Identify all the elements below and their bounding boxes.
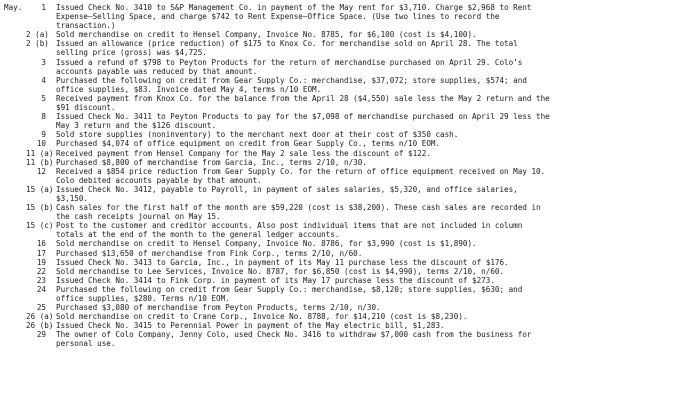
description-line: Received payment from Hensel Company for the May 2 sale less the discount of $122. — [56, 148, 431, 158]
transaction-entry — [4, 249, 694, 258]
description-line: Sold merchandise to Lee Services, Invoice No. 8787, for $6,850 (cost is $4,990), terms 2/10, n/60. — [56, 266, 505, 276]
month-spacer — [4, 249, 26, 258]
month-spacer — [4, 267, 26, 276]
description-line: Issued Check No. 3410 to S&P Management Co. in payment of the May rent for $3,710. Charge $2,968 to Rent — [56, 3, 532, 12]
transaction-entry — [4, 158, 694, 167]
transaction-description — [56, 203, 694, 221]
transaction-entry — [4, 303, 694, 312]
transaction-description — [56, 76, 694, 94]
month-spacer — [4, 58, 26, 76]
description-line: Issued an allowance (price reduction) of $175 to Knox Co. for merchandise sold on April 28. The total — [56, 39, 518, 49]
transaction-description — [56, 303, 694, 312]
transaction-description — [56, 276, 694, 285]
transaction-entry — [4, 139, 694, 148]
description-line: Purchased $13,650 of merchandise from Fink Corp., terms 2/10, n/60. — [56, 248, 363, 258]
transaction-date: 11 (a) — [26, 148, 54, 158]
description-line: Received payment from Knox Co. for the balance from the April 28 ($4,550) sale less the May 2 return and the — [56, 93, 550, 103]
description-line: Issued a refund of $798 to Peyton Products for the return of merchandise purchased on April 29. Colo’s — [56, 57, 523, 67]
transaction-entry — [4, 76, 694, 94]
transaction-date: 15 (b) — [26, 203, 54, 213]
transaction-description — [56, 321, 694, 330]
description-line: Cash sales for the first half of the month are $59,220 (cost is $38,200). These cash sales are recorded in — [56, 203, 541, 213]
description-line: selling price (gross) was $4,725. — [56, 48, 207, 58]
description-line: $3,150. — [56, 193, 89, 203]
transaction-entry — [4, 321, 694, 330]
month-spacer — [4, 258, 26, 267]
transaction-description — [56, 167, 694, 185]
description-line: May 3 return and the $126 discount. — [56, 121, 217, 131]
transaction-description — [56, 249, 694, 258]
transaction-date: 11 (b) — [26, 157, 54, 167]
transaction-entry — [4, 30, 694, 39]
month-spacer — [4, 149, 26, 158]
transaction-description — [56, 139, 694, 148]
transaction-date: 22 — [36, 266, 46, 276]
description-line: accounts payable was reduced by that amount. — [56, 66, 258, 76]
transaction-date: 3 — [41, 57, 46, 67]
description-line: personal use. — [56, 339, 116, 349]
transaction-entry — [4, 58, 694, 76]
transaction-entry — [4, 185, 694, 203]
transaction-date: 2 (a) — [26, 30, 49, 40]
month-spacer — [4, 221, 26, 239]
transaction-date: 12 — [36, 166, 46, 176]
transaction-description — [56, 112, 694, 130]
transaction-description — [56, 39, 694, 57]
description-line: The owner of Colo Company, Jenny Colo, used Check No. 3416 to withdraw $7,000 cash from the business for — [56, 330, 532, 340]
description-line: Sold merchandise on credit to Hensel Company, Invoice No. 8785, for $6,100 (cost is $4,100). — [56, 30, 477, 40]
transaction-date: 15 (a) — [26, 184, 54, 194]
month-spacer — [4, 276, 26, 285]
description-line: Sold merchandise on credit to Hensel Company, Invoice No. 8786, for $3,990 (cost is $1,890). — [56, 239, 477, 249]
transaction-description — [56, 3, 694, 30]
description-line: Colo debited accounts payable by that amount. — [56, 175, 262, 185]
transaction-entry — [4, 285, 694, 303]
transaction-entry — [4, 167, 694, 185]
month-spacer — [4, 30, 26, 39]
transaction-entry — [4, 221, 694, 239]
month-spacer — [4, 203, 26, 221]
transaction-description — [56, 285, 694, 303]
transaction-date: 9 — [41, 130, 46, 140]
transaction-description — [56, 94, 694, 112]
month-spacer — [4, 312, 26, 321]
description-line: Purchased $4,074 of office equipment on credit from Gear Supply Co., terms n/10 EOM. — [56, 139, 441, 149]
month-spacer — [4, 239, 26, 248]
description-line: office supplies, $280. Terms n/10 EOM. — [56, 294, 230, 303]
transaction-description — [56, 58, 694, 76]
description-line: totals at the end of the month to the general ledger accounts. — [56, 230, 340, 240]
transaction-entry — [4, 258, 694, 267]
transaction-description — [56, 312, 694, 321]
description-line: the cash receipts journal on May 15. — [56, 212, 221, 222]
transaction-entry — [4, 239, 694, 248]
month-spacer — [4, 167, 26, 185]
month-spacer — [4, 158, 26, 167]
description-line: Issued Check No. 3415 to Perennial Power in payment of the May electric bill, $1,283. — [56, 321, 445, 331]
transaction-date: 5 — [41, 93, 46, 103]
transaction-entry — [4, 203, 694, 221]
description-line: Purchased $3,080 of merchandise from Peyton Products, terms 2/10, n/30. — [56, 303, 381, 313]
month-label: May. — [4, 3, 23, 12]
month-spacer — [4, 303, 26, 312]
description-line: Issued Check No. 3411 to Peyton Products to pay for the $7,098 of merchandise purchased on April 29 less the — [56, 112, 550, 122]
transaction-date: 19 — [36, 257, 46, 267]
transaction-description — [56, 149, 694, 158]
transaction-entry — [4, 267, 694, 276]
description-line: Post to the customer and creditor accounts. Also post individual items that are not included in column — [56, 221, 523, 231]
description-line: office supplies, $83. Invoice dated May 4, terms n/10 EOM. — [56, 84, 322, 94]
transaction-date: 8 — [41, 112, 46, 122]
transaction-entry — [4, 94, 694, 112]
transaction-description — [56, 267, 694, 276]
transaction-description — [56, 221, 694, 239]
transaction-entry — [4, 276, 694, 285]
transaction-date: 4 — [41, 75, 46, 85]
transaction-date: 15 (c) — [26, 221, 54, 231]
transaction-entry — [4, 149, 694, 158]
description-line: Purchased the following on credit from Gear Supply Co.: merchandise, $37,072; store supplies, $574; and — [56, 75, 527, 85]
transaction-date: 23 — [36, 275, 46, 285]
month-spacer — [4, 185, 26, 203]
transaction-date: 26 (b) — [26, 321, 54, 331]
month-spacer — [4, 39, 26, 57]
transaction-entry — [4, 3, 694, 30]
description-line: transaction.) — [56, 21, 116, 31]
transaction-description — [56, 185, 694, 203]
description-line: Purchased $8,800 of merchandise from Garcia, Inc., terms 2/10, n/30. — [56, 157, 367, 167]
description-line: Received a $854 price reduction from Gear Supply Co. for the return of office equipment received on May 10. — [56, 166, 546, 176]
month-spacer — [4, 285, 26, 303]
transaction-date: 29 — [36, 330, 46, 340]
description-line: Expense–Selling Space, and charge $742 to Rent Expense–Office Space. (Use two lines to record the — [56, 12, 500, 22]
description-line: Sold store supplies (noninventory) to the merchant next door at their cost of $350 cash. — [56, 130, 459, 140]
description-line: $91 discount. — [56, 103, 116, 113]
month-spacer — [4, 321, 26, 330]
month-spacer — [4, 330, 26, 348]
transaction-date: 17 — [36, 248, 46, 258]
transaction-entry — [4, 330, 694, 348]
month-spacer — [4, 130, 26, 139]
description-line: Issued Check No. 3414 to Fink Corp. in payment of its May 17 purchase less the discount of $273. — [56, 275, 495, 285]
transaction-description — [56, 130, 694, 139]
description-line: Sold merchandise on credit to Crane Corp., Invoice No. 8788, for $14,210 (cost is $8,230). — [56, 312, 468, 322]
month-spacer — [4, 139, 26, 148]
transaction-description — [56, 258, 694, 267]
transaction-entry — [4, 312, 694, 321]
transaction-date: 1 — [41, 3, 46, 12]
month-spacer — [4, 94, 26, 112]
transaction-date: 24 — [36, 284, 46, 294]
transaction-description — [56, 239, 694, 248]
transaction-date: 16 — [36, 239, 46, 249]
transaction-entry — [4, 130, 694, 139]
transaction-date: 26 (a) — [26, 312, 54, 322]
transaction-entry — [4, 39, 694, 57]
description-line: Issued Check No. 3412, payable to Payroll, in payment of sales salaries, $5,320, and office salaries, — [56, 184, 518, 194]
month-spacer — [4, 112, 26, 130]
transaction-date: 25 — [36, 303, 46, 313]
description-line: Purchased the following on credit from Gear Supply Co.: merchandise, $8,120; store supplies, $630; and — [56, 284, 523, 294]
transaction-date: 2 (b) — [26, 39, 49, 49]
transaction-description — [56, 330, 694, 348]
transaction-date: 10 — [36, 139, 46, 149]
transaction-description — [56, 30, 694, 39]
month-spacer — [4, 76, 26, 94]
transaction-entry — [4, 112, 694, 130]
transaction-description — [56, 158, 694, 167]
description-line: Issued Check No. 3413 to Garcia, Inc., in payment of its May 11 purchase less the discount of $176. — [56, 257, 509, 267]
